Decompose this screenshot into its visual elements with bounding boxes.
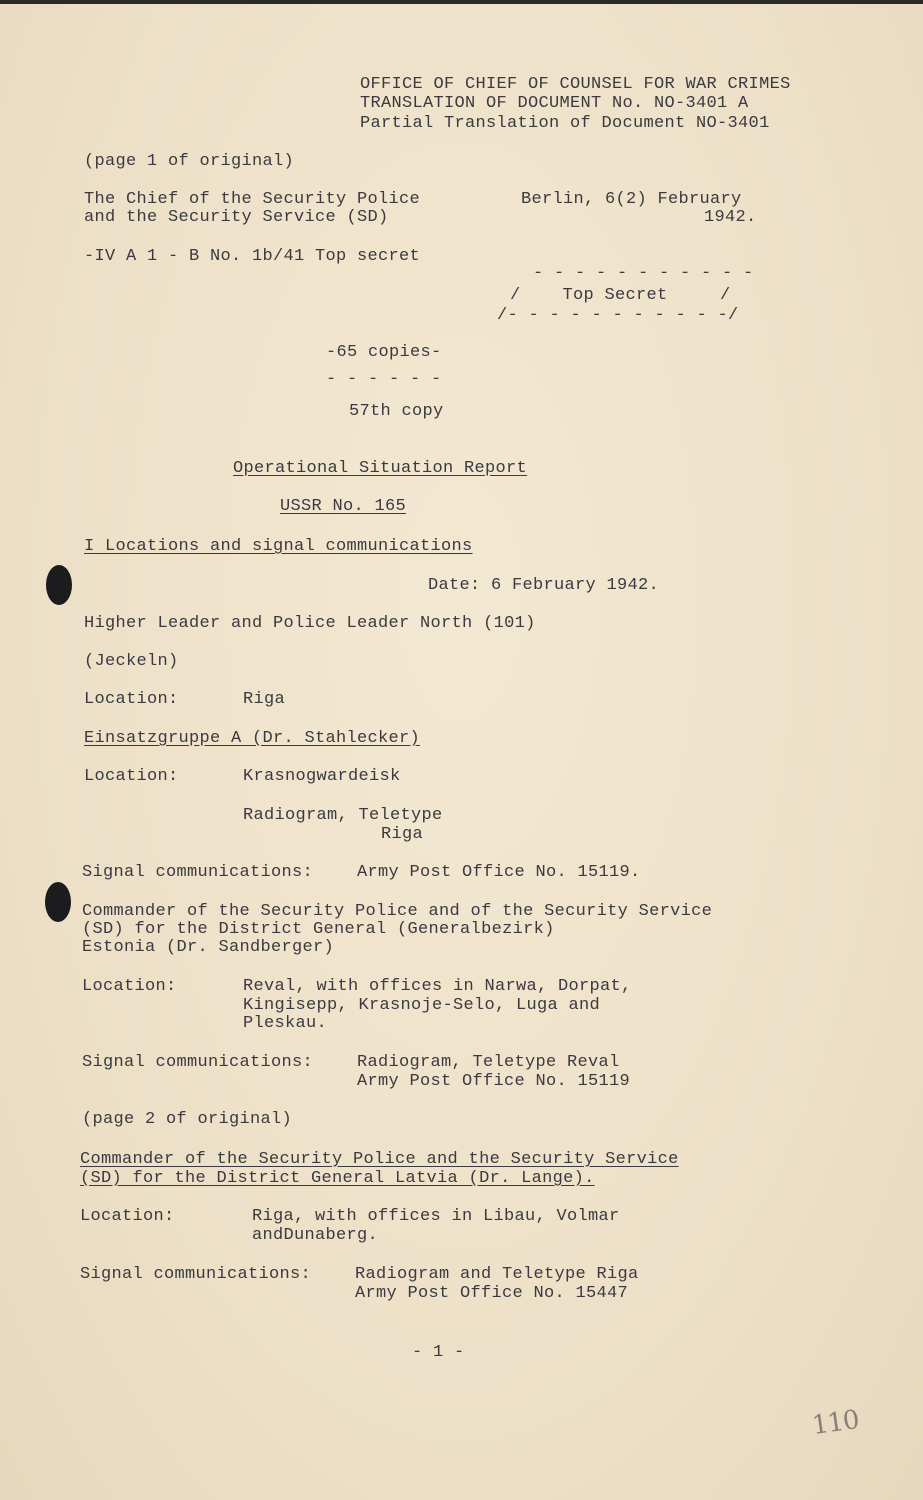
place-date-line-2: 1942. [704, 208, 757, 227]
report-subtitle: USSR No. 165 [280, 497, 407, 516]
punch-hole-top [46, 565, 72, 605]
latvia-signal-line-1: Radiogram and Teletype Riga [355, 1265, 639, 1284]
reference-number: -IV A 1 - B No. 1b/41 Top secret [84, 247, 421, 266]
estonia-line-2: (SD) for the District General (Generalbezirk) [82, 920, 555, 939]
top-edge [0, 0, 923, 4]
header-line-2: TRANSLATION OF DOCUMENT No. NO-3401 A [360, 94, 749, 113]
page-number: - 1 - [412, 1343, 465, 1362]
estonia-signal-line-1: Radiogram, Teletype Reval [357, 1053, 620, 1072]
estonia-signal-line-2: Army Post Office No. 15119 [357, 1072, 631, 1091]
latvia-location-line-2: andDunaberg. [252, 1226, 379, 1245]
handwritten-mark: 110 [810, 1404, 861, 1442]
section-1-heading: I Locations and signal communications [84, 537, 473, 556]
latvia-location-line-1: Riga, with offices in Libau, Volmar [252, 1207, 620, 1226]
stamp-label: / Top Secret / [510, 286, 731, 305]
copies-count: -65 copies- [326, 343, 442, 362]
estonia-location-label: Location: [82, 977, 177, 996]
estonia-line-3: Estonia (Dr. Sandberger) [82, 938, 335, 957]
copy-number: 57th copy [349, 402, 444, 421]
report-date: Date: 6 February 1942. [428, 576, 660, 595]
stamp-bottom-dashes: /- - - - - - - - - - -/ [497, 306, 739, 325]
sender-line-2: and the Security Service (SD) [84, 208, 389, 227]
header-line-1: OFFICE OF CHIEF OF COUNSEL FOR WAR CRIMES [360, 75, 791, 94]
latvia-line-1: Commander of the Security Police and the Security Service [80, 1150, 679, 1169]
einsatzgruppe-radio-line-1: Radiogram, Teletype [243, 806, 443, 825]
einsatzgruppe-signal-label: Signal communications: [82, 863, 314, 882]
hslpf-name: (Jeckeln) [84, 652, 179, 671]
report-title: Operational Situation Report [233, 459, 528, 478]
hslpf-location-value: Riga [243, 690, 286, 709]
punch-hole-bottom [45, 882, 71, 922]
einsatzgruppe-title: Einsatzgruppe A (Dr. Stahlecker) [84, 729, 421, 748]
header-line-3: Partial Translation of Document NO-3401 [360, 114, 770, 133]
einsatzgruppe-location-value: Krasnogwardeisk [243, 767, 401, 786]
latvia-location-label: Location: [80, 1207, 175, 1226]
stamp-top-dashes: - - - - - - - - - - - [533, 264, 754, 283]
page-2-note: (page 2 of original) [82, 1110, 293, 1129]
latvia-line-2: (SD) for the District General Latvia (Dr. Lange). [80, 1169, 595, 1188]
estonia-line-1: Commander of the Security Police and of the Security Service [82, 902, 713, 921]
einsatzgruppe-signal-value: Army Post Office No. 15119. [357, 863, 641, 882]
einsatzgruppe-radio-line-2: Riga [381, 825, 424, 844]
estonia-signal-label: Signal communications: [82, 1053, 314, 1072]
copies-rule: - - - - - - [326, 370, 442, 389]
estonia-location-line-1: Reval, with offices in Narwa, Dorpat, [243, 977, 632, 996]
sender-line-1: The Chief of the Security Police [84, 190, 421, 209]
estonia-location-line-3: Pleskau. [243, 1014, 328, 1033]
estonia-location-line-2: Kingisepp, Krasnoje-Selo, Luga and [243, 996, 601, 1015]
page-1-note: (page 1 of original) [84, 152, 295, 171]
latvia-signal-line-2: Army Post Office No. 15447 [355, 1284, 629, 1303]
hslpf-location-label: Location: [84, 690, 179, 709]
place-date-line-1: Berlin, 6(2) February [521, 190, 742, 209]
hslpf-title: Higher Leader and Police Leader North (101) [84, 614, 536, 633]
einsatzgruppe-location-label: Location: [84, 767, 179, 786]
latvia-signal-label: Signal communications: [80, 1265, 312, 1284]
